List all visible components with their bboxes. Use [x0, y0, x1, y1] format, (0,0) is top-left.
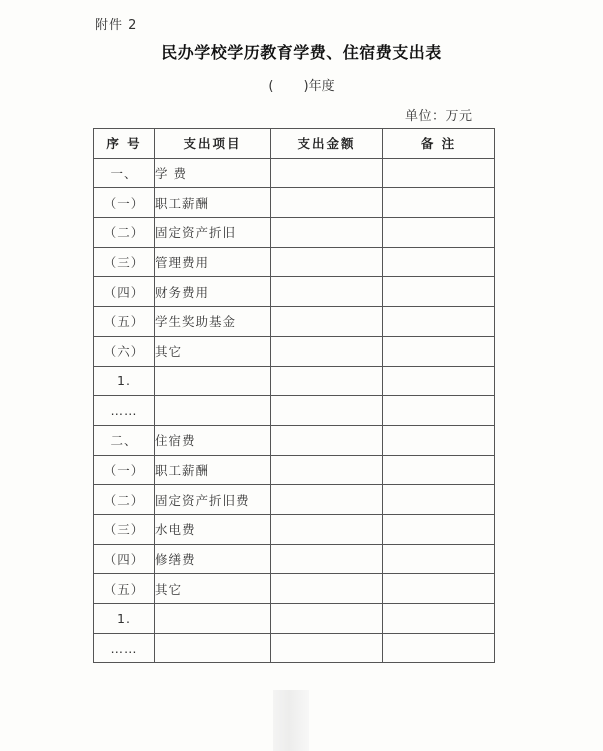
table-row — [94, 574, 495, 604]
table-row — [94, 218, 495, 248]
seq-cell: （五） — [94, 307, 155, 337]
amount-cell — [271, 218, 383, 248]
header-amount: 支出金额 — [271, 129, 383, 159]
seq-cell: （二） — [94, 485, 155, 515]
seq-cell: （六） — [94, 336, 155, 366]
item-cell: 固定资产折旧费 — [155, 485, 271, 515]
remark-cell — [383, 188, 495, 218]
amount-cell — [271, 188, 383, 218]
amount-cell — [271, 158, 383, 188]
seq-cell: （二） — [94, 218, 155, 248]
item-cell: 职工薪酬 — [155, 455, 271, 485]
table-row — [94, 633, 495, 663]
amount-cell — [271, 336, 383, 366]
unit-label: 单位：万元 — [405, 109, 473, 124]
seq-cell: （四） — [94, 277, 155, 307]
amount-cell — [271, 544, 383, 574]
table-row — [94, 277, 495, 307]
seq-cell: （五） — [94, 574, 155, 604]
seq-cell: （三） — [94, 514, 155, 544]
year-suffix: )年度 — [303, 79, 335, 94]
amount-cell — [271, 633, 383, 663]
item-cell: 财务费用 — [155, 277, 271, 307]
item-cell — [155, 396, 271, 426]
remark-cell — [383, 336, 495, 366]
item-cell — [155, 633, 271, 663]
item-cell: 修缮费 — [155, 544, 271, 574]
remark-cell — [383, 396, 495, 426]
header-remark: 备 注 — [383, 129, 495, 159]
table-row — [94, 188, 495, 218]
page-title: 民办学校学历教育学费、住宿费支出表 — [161, 43, 442, 62]
table-row — [94, 336, 495, 366]
remark-cell — [383, 574, 495, 604]
amount-cell — [271, 307, 383, 337]
remark-cell — [383, 633, 495, 663]
seq-cell: 1. — [94, 604, 155, 634]
seq-cell: （三） — [94, 247, 155, 277]
remark-cell — [383, 425, 495, 455]
amount-cell — [271, 247, 383, 277]
item-cell: 职工薪酬 — [155, 188, 271, 218]
table-row — [94, 396, 495, 426]
item-cell: 住宿费 — [155, 425, 271, 455]
item-cell: 其它 — [155, 336, 271, 366]
table-row — [94, 604, 495, 634]
item-cell: 水电费 — [155, 514, 271, 544]
year-open-paren: ( — [268, 79, 274, 94]
remark-cell — [383, 366, 495, 396]
item-cell: 管理费用 — [155, 247, 271, 277]
remark-cell — [383, 277, 495, 307]
table-row — [94, 455, 495, 485]
amount-cell — [271, 425, 383, 455]
remark-cell — [383, 455, 495, 485]
seq-cell: …… — [94, 396, 155, 426]
amount-cell — [271, 277, 383, 307]
seq-cell: 1. — [94, 366, 155, 396]
table-row — [94, 485, 495, 515]
table-row — [94, 307, 495, 337]
remark-cell — [383, 218, 495, 248]
item-cell: 学 费 — [155, 158, 271, 188]
table-row — [94, 514, 495, 544]
table-row — [94, 366, 495, 396]
remark-cell — [383, 158, 495, 188]
remark-cell — [383, 544, 495, 574]
table-row — [94, 425, 495, 455]
attachment-label: 附件 2 — [95, 18, 138, 33]
item-cell: 学生奖助基金 — [155, 307, 271, 337]
table-row — [94, 544, 495, 574]
item-cell: 其它 — [155, 574, 271, 604]
binder-mark — [273, 690, 309, 751]
amount-cell — [271, 396, 383, 426]
table-row — [94, 247, 495, 277]
amount-cell — [271, 514, 383, 544]
seq-cell: （一） — [94, 455, 155, 485]
table-row — [94, 158, 495, 188]
remark-cell — [383, 604, 495, 634]
remark-cell — [383, 307, 495, 337]
amount-cell — [271, 366, 383, 396]
seq-cell: （四） — [94, 544, 155, 574]
table-header-row — [94, 129, 495, 159]
header-item: 支出项目 — [155, 129, 271, 159]
amount-cell — [271, 485, 383, 515]
header-seq: 序 号 — [94, 129, 155, 159]
amount-cell — [271, 574, 383, 604]
remark-cell — [383, 485, 495, 515]
remark-cell — [383, 514, 495, 544]
seq-cell: …… — [94, 633, 155, 663]
year-line — [0, 75, 603, 94]
amount-cell — [271, 604, 383, 634]
seq-cell: （一） — [94, 188, 155, 218]
amount-cell — [271, 455, 383, 485]
expense-table — [93, 128, 495, 663]
item-cell — [155, 604, 271, 634]
item-cell: 固定资产折旧 — [155, 218, 271, 248]
seq-cell: 二、 — [94, 425, 155, 455]
remark-cell — [383, 247, 495, 277]
seq-cell: 一、 — [94, 158, 155, 188]
item-cell — [155, 366, 271, 396]
